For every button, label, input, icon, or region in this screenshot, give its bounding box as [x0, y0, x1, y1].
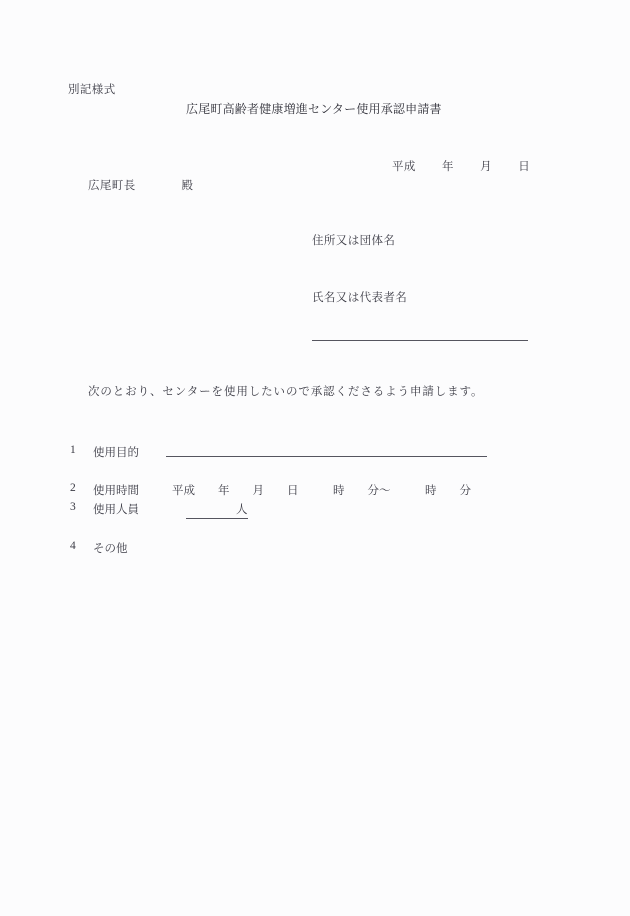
item-4-label: その他: [93, 543, 128, 555]
item-1-input-rule[interactable]: [166, 456, 487, 457]
document-title: 広尾町高齢者健康増進センター使用承認申請書: [186, 102, 442, 116]
applicant-name-label: 氏名又は代表者名: [312, 292, 408, 304]
item-2-label: 使用時間: [93, 485, 139, 497]
applicant-address-label: 住所又は団体名: [312, 235, 396, 247]
item-3-number: 3: [70, 501, 76, 513]
addressee-line: 広尾町長 殿: [88, 180, 194, 192]
item-3-label: 使用人員: [93, 504, 139, 516]
item-3-unit: 人: [236, 504, 248, 516]
item-1-number: 1: [70, 444, 76, 456]
item-2-number: 2: [70, 482, 76, 494]
item-4-number: 4: [70, 540, 76, 552]
item-1-label: 使用目的: [93, 447, 139, 459]
date-field-line[interactable]: 平成 年 月 日: [392, 161, 531, 173]
form-code-label: 別記様式: [68, 84, 116, 96]
item-3-count-field[interactable]: [186, 501, 248, 519]
item-2-time-fields[interactable]: 平成 年 月 日 時 分〜 時 分: [172, 485, 471, 497]
signature-rule[interactable]: [312, 340, 528, 341]
application-statement: 次のとおり、センターを使用したいので承認くださるよう申請します。: [88, 386, 484, 398]
